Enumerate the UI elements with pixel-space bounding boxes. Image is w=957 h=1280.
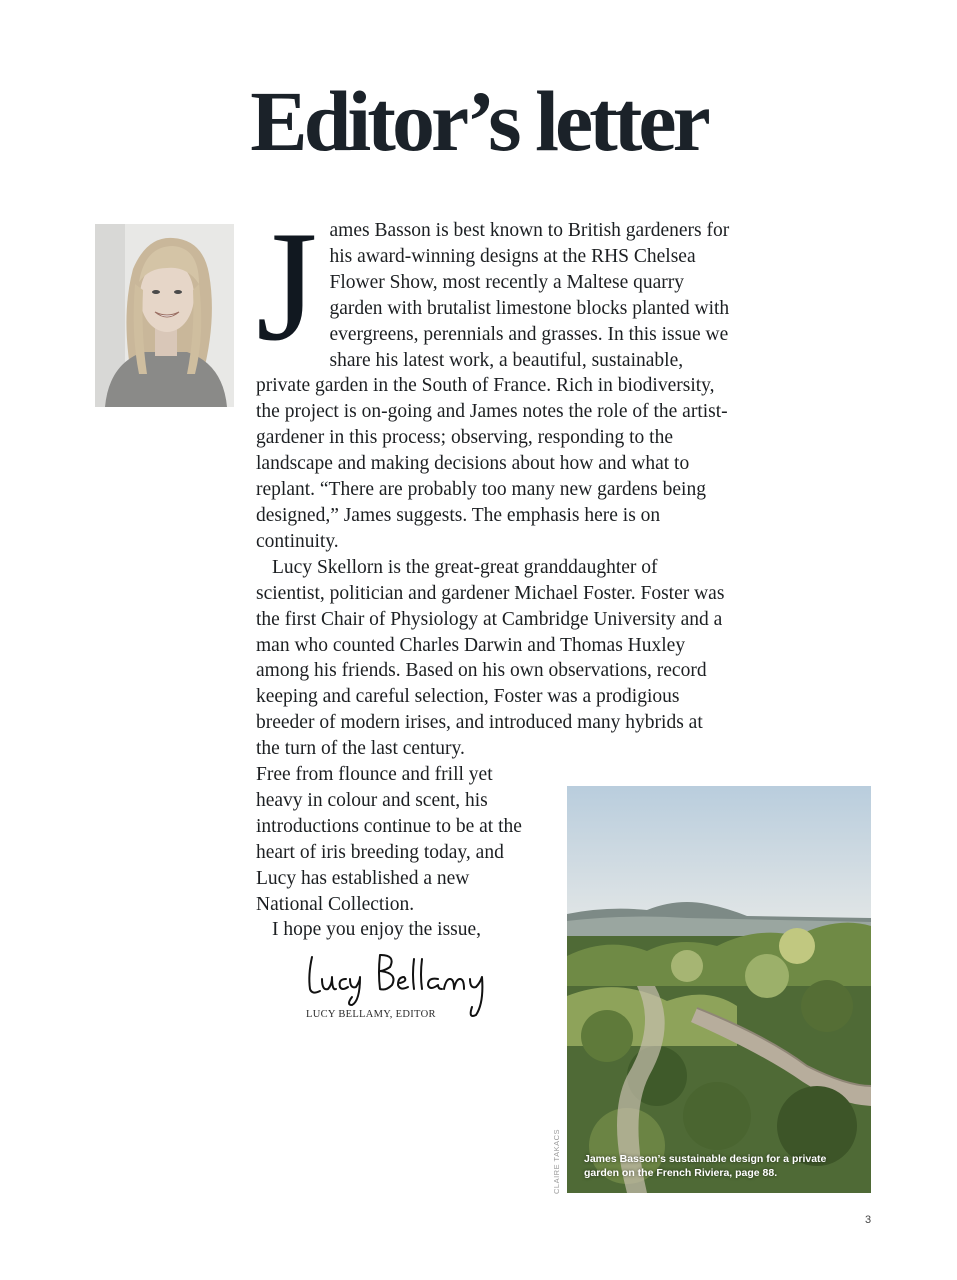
page-title: Editor’s letter [250, 73, 707, 169]
paragraph-2: Lucy Skellorn is the great-great granddaughter of scientist, politician and gardener Michael Foster. Foster was the first Chair of Physiology at Cambridge University and a man who counted Charles Darwin and Thomas Huxley among his friends. Based on his own observations, record keeping and careful selection, Foster was a prodigious breeder of modern irises, and introduced many hybrids at the turn of the last century. [256, 556, 725, 760]
photo-caption: James Basson’s sustainable design for a private garden on the French Riviera, page 88. [584, 1153, 827, 1179]
page-number: 3 [865, 1214, 872, 1226]
paragraph-1-text: ames Basson is best known to British gardeners for his award-winning designs at the RHS Chelsea Flower Show, most recently a Maltese quarry garden with brutalist limestone blocks planted with evergreens, perennials and grasses. In this issue we share his latest work, a beautiful, sustainable, private garden in the South of France. Rich in biodiversity, the project is on-going and James notes the role of the artist-gardener in this process; observing, responding to the landscape and making decisions about how and what to replant. “There are probably too many new gardens being designed,” James suggests. The emphasis here is on continuity. [256, 220, 730, 552]
editor-portrait [95, 224, 234, 407]
drop-cap: J [256, 199, 318, 374]
editor-name: LUCY BELLAMY, EDITOR [306, 1009, 436, 1020]
paragraph-2-continued: Free from flounce and frill yet heavy in colour and scent, his introductions continue to be at the heart of iris breeding today, and Lucy has established a new National Collection. [256, 764, 522, 915]
paragraph-1 [256, 199, 731, 555]
garden-photo [567, 786, 871, 1193]
photo-credit: CLAIRE TAKACS [552, 1129, 561, 1194]
closing-line: I hope you enjoy the issue, [272, 919, 482, 941]
